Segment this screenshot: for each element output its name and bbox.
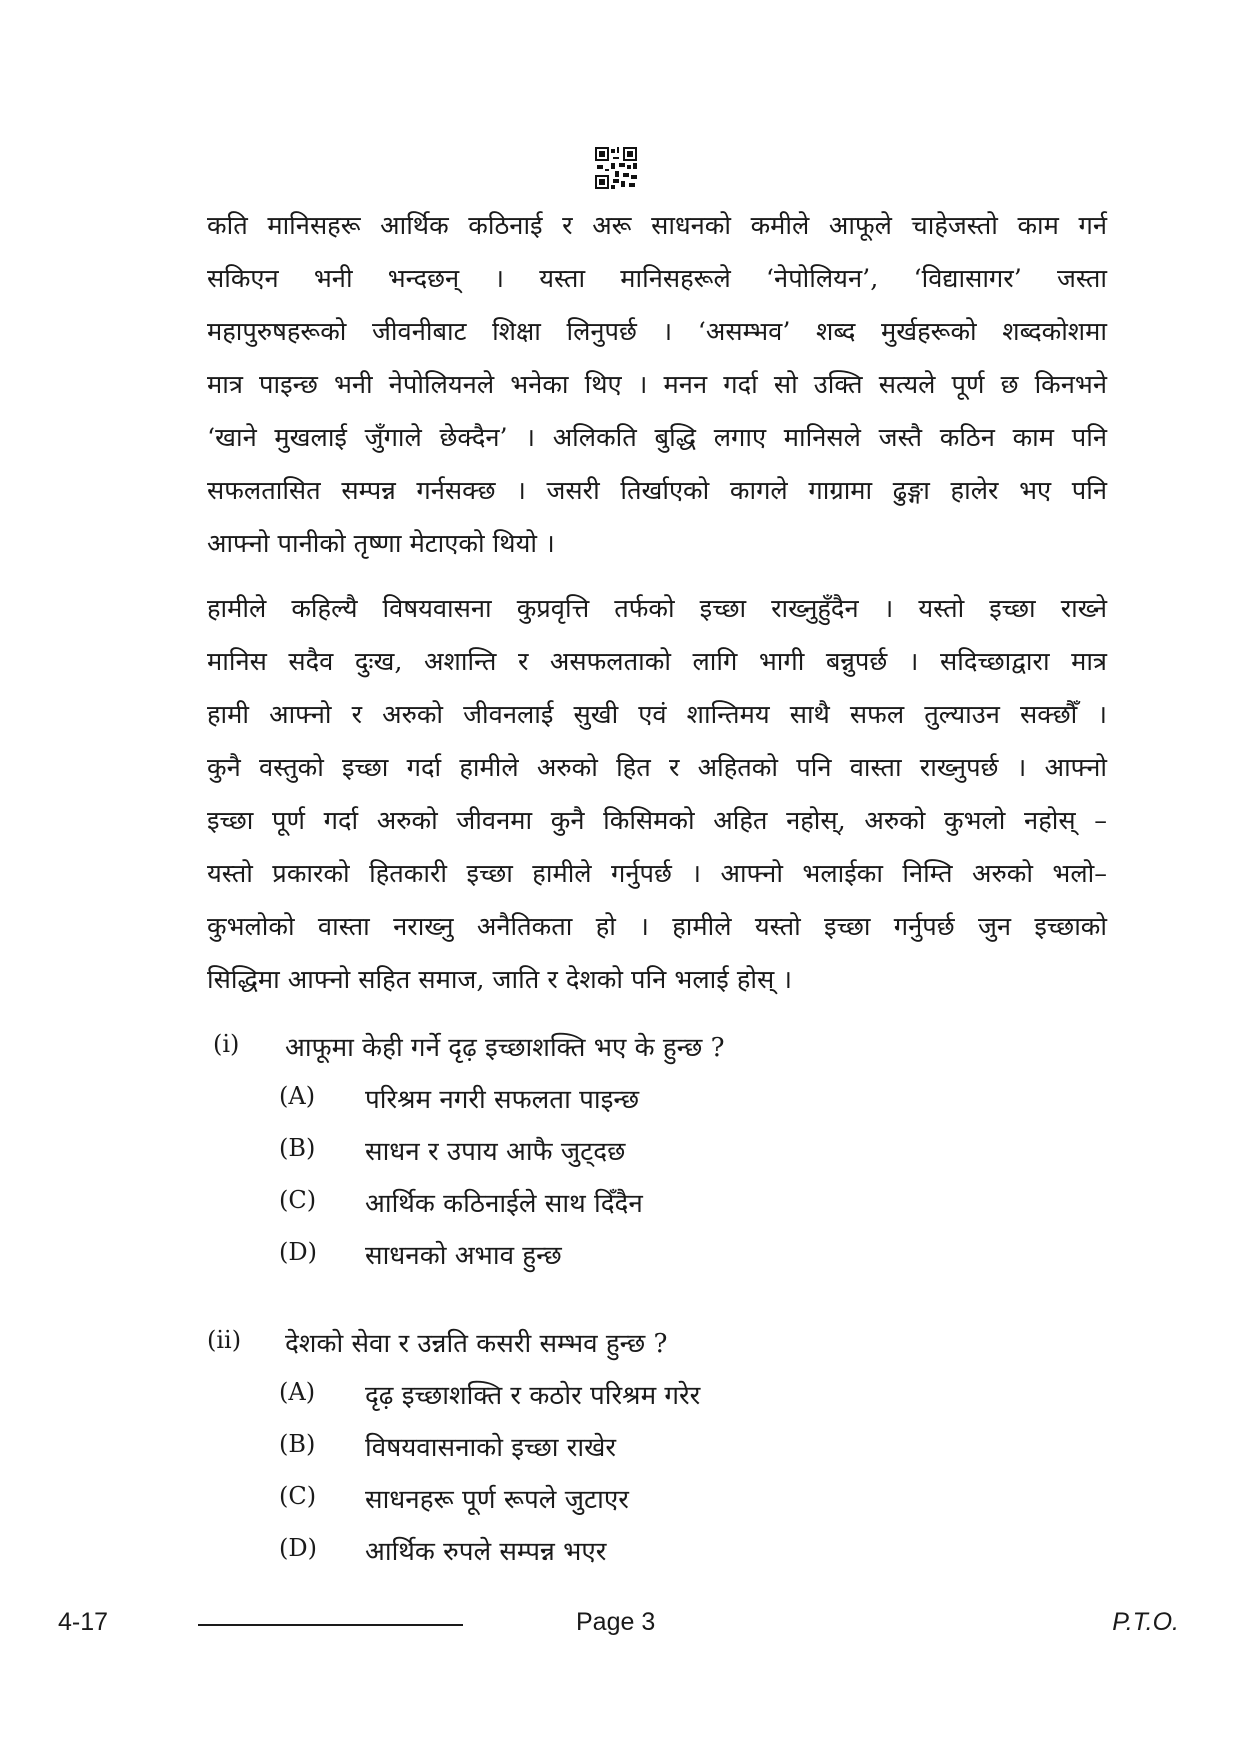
- option-c: [207, 1176, 1107, 1228]
- option-a: [207, 1368, 1107, 1420]
- option-label: (B): [279, 1430, 316, 1458]
- passage-line: हामीले कहिल्यै विषयवासना कुप्रवृत्ति तर्फको इच्छा राख्नुहुँदैन । यस्तो इच्छा राख्ने: [207, 594, 1107, 624]
- option-text: परिश्रम नगरी सफलता पाइन्छ: [365, 1085, 640, 1115]
- qr-code-icon: [595, 147, 637, 189]
- please-turn-over: P.T.O.: [1112, 1608, 1179, 1636]
- option-text: आर्थिक कठिनाईले साथ दिँदैन: [365, 1189, 643, 1219]
- option-label: (C): [279, 1186, 317, 1214]
- option-label: (A): [279, 1082, 316, 1110]
- question-number: (i): [213, 1030, 240, 1058]
- question-1: [207, 1022, 1107, 1280]
- option-b: [207, 1420, 1107, 1472]
- option-b: [207, 1124, 1107, 1176]
- option-c: [207, 1472, 1107, 1524]
- option-label: (D): [279, 1238, 317, 1266]
- question-number: (ii): [207, 1326, 242, 1354]
- page-number: Page 3: [576, 1608, 656, 1636]
- question-stem: [207, 1022, 1107, 1072]
- option-a: [207, 1072, 1107, 1124]
- option-text: साधन र उपाय आफै जुट्दछ: [365, 1137, 626, 1167]
- option-text: साधनको अभाव हुन्छ: [365, 1241, 562, 1271]
- question-2: [207, 1318, 1107, 1576]
- question-text: देशको सेवा र उन्नति कसरी सम्भव हुन्छ ?: [285, 1329, 668, 1359]
- passage-line: हामी आफ्नो र अरुको जीवनलाई सुखी एवं शान्तिमय साथै सफल तुल्याउन सक्छौँ ।: [207, 700, 1107, 730]
- passage-line: मानिस सदैव दुःख, अशान्ति र असफलताको लागि भागी बन्नुपर्छ । सदिच्छाद्वारा मात्र: [207, 647, 1107, 677]
- passage-line: ‘खाने मुखलाई जुँगाले छेक्दैन’ । अलिकति बुद्धि लगाए मानिसले जस्तै कठिन काम पनि: [207, 423, 1107, 453]
- option-text: आर्थिक रुपले सम्पन्न भएर: [365, 1537, 607, 1567]
- option-text: दृढ़ इच्छाशक्ति र कठोर परिश्रम गरेर: [365, 1381, 701, 1411]
- passage-paragraph-2: [207, 583, 1107, 1007]
- page-footer: [0, 1602, 1241, 1642]
- option-d: [207, 1228, 1107, 1280]
- option-label: (C): [279, 1482, 317, 1510]
- passage-line: आफ्नो पानीको तृष्णा मेटाएको थियो ।: [207, 529, 555, 559]
- question-stem: [207, 1318, 1107, 1368]
- passage-line: यस्तो प्रकारको हितकारी इच्छा हामीले गर्नुपर्छ । आफ्नो भलाईका निम्ति अरुको भलो–: [207, 859, 1107, 889]
- passage-line: सिद्धिमा आफ्नो सहित समाज, जाति र देशको पनि भलाई होस् ।: [207, 965, 792, 995]
- passage-line: मात्र पाइन्छ भनी नेपोलियनले भनेका थिए । मनन गर्दा सो उक्ति सत्यले पूर्ण छ किनभने: [207, 370, 1107, 400]
- option-label: (D): [279, 1534, 317, 1562]
- passage-paragraph-1: [207, 200, 1107, 571]
- option-d: [207, 1524, 1107, 1576]
- passage-line: महापुरुषहरूको जीवनीबाट शिक्षा लिनुपर्छ । ‘असम्भव’ शब्द मुर्खहरूको शब्दकोशमा: [207, 317, 1107, 347]
- passage-line: कुभलोको वास्ता नराख्नु अनैतिकता हो । हामीले यस्तो इच्छा गर्नुपर्छ जुन इच्छाको: [207, 912, 1107, 942]
- passage-line: सकिएन भनी भन्दछन् । यस्ता मानिसहरूले ‘नेपोलियन’, ‘विद्यासागर’ जस्ता: [207, 264, 1107, 294]
- passage-line: कति मानिसहरू आर्थिक कठिनाई र अरू साधनको कमीले आफूले चाहेजस्तो काम गर्न: [207, 211, 1107, 241]
- option-text: साधनहरू पूर्ण रूपले जुटाएर: [365, 1485, 629, 1515]
- passage-line: इच्छा पूर्ण गर्दा अरुको जीवनमा कुनै किसिमको अहित नहोस्, अरुको कुभलो नहोस् –: [207, 806, 1107, 836]
- option-text: विषयवासनाको इच्छा राखेर: [365, 1433, 617, 1463]
- option-label: (B): [279, 1134, 316, 1162]
- reading-passage: [207, 200, 1107, 1007]
- question-text: आफूमा केही गर्ने दृढ़ इच्छाशक्ति भए के हुन्छ ?: [285, 1033, 725, 1063]
- passage-line: कुनै वस्तुको इच्छा गर्दा हामीले अरुको हित र अहितको पनि वास्ता राख्नुपर्छ । आफ्नो: [207, 753, 1107, 783]
- passage-line: सफलतासित सम्पन्न गर्नसक्छ । जसरी तिर्खाएको कागले गाग्रामा ढुङ्गा हालेर भए पनि: [207, 476, 1107, 506]
- footer-divider: [198, 1624, 463, 1626]
- paper-code: 4-17: [58, 1608, 109, 1636]
- option-label: (A): [279, 1378, 316, 1406]
